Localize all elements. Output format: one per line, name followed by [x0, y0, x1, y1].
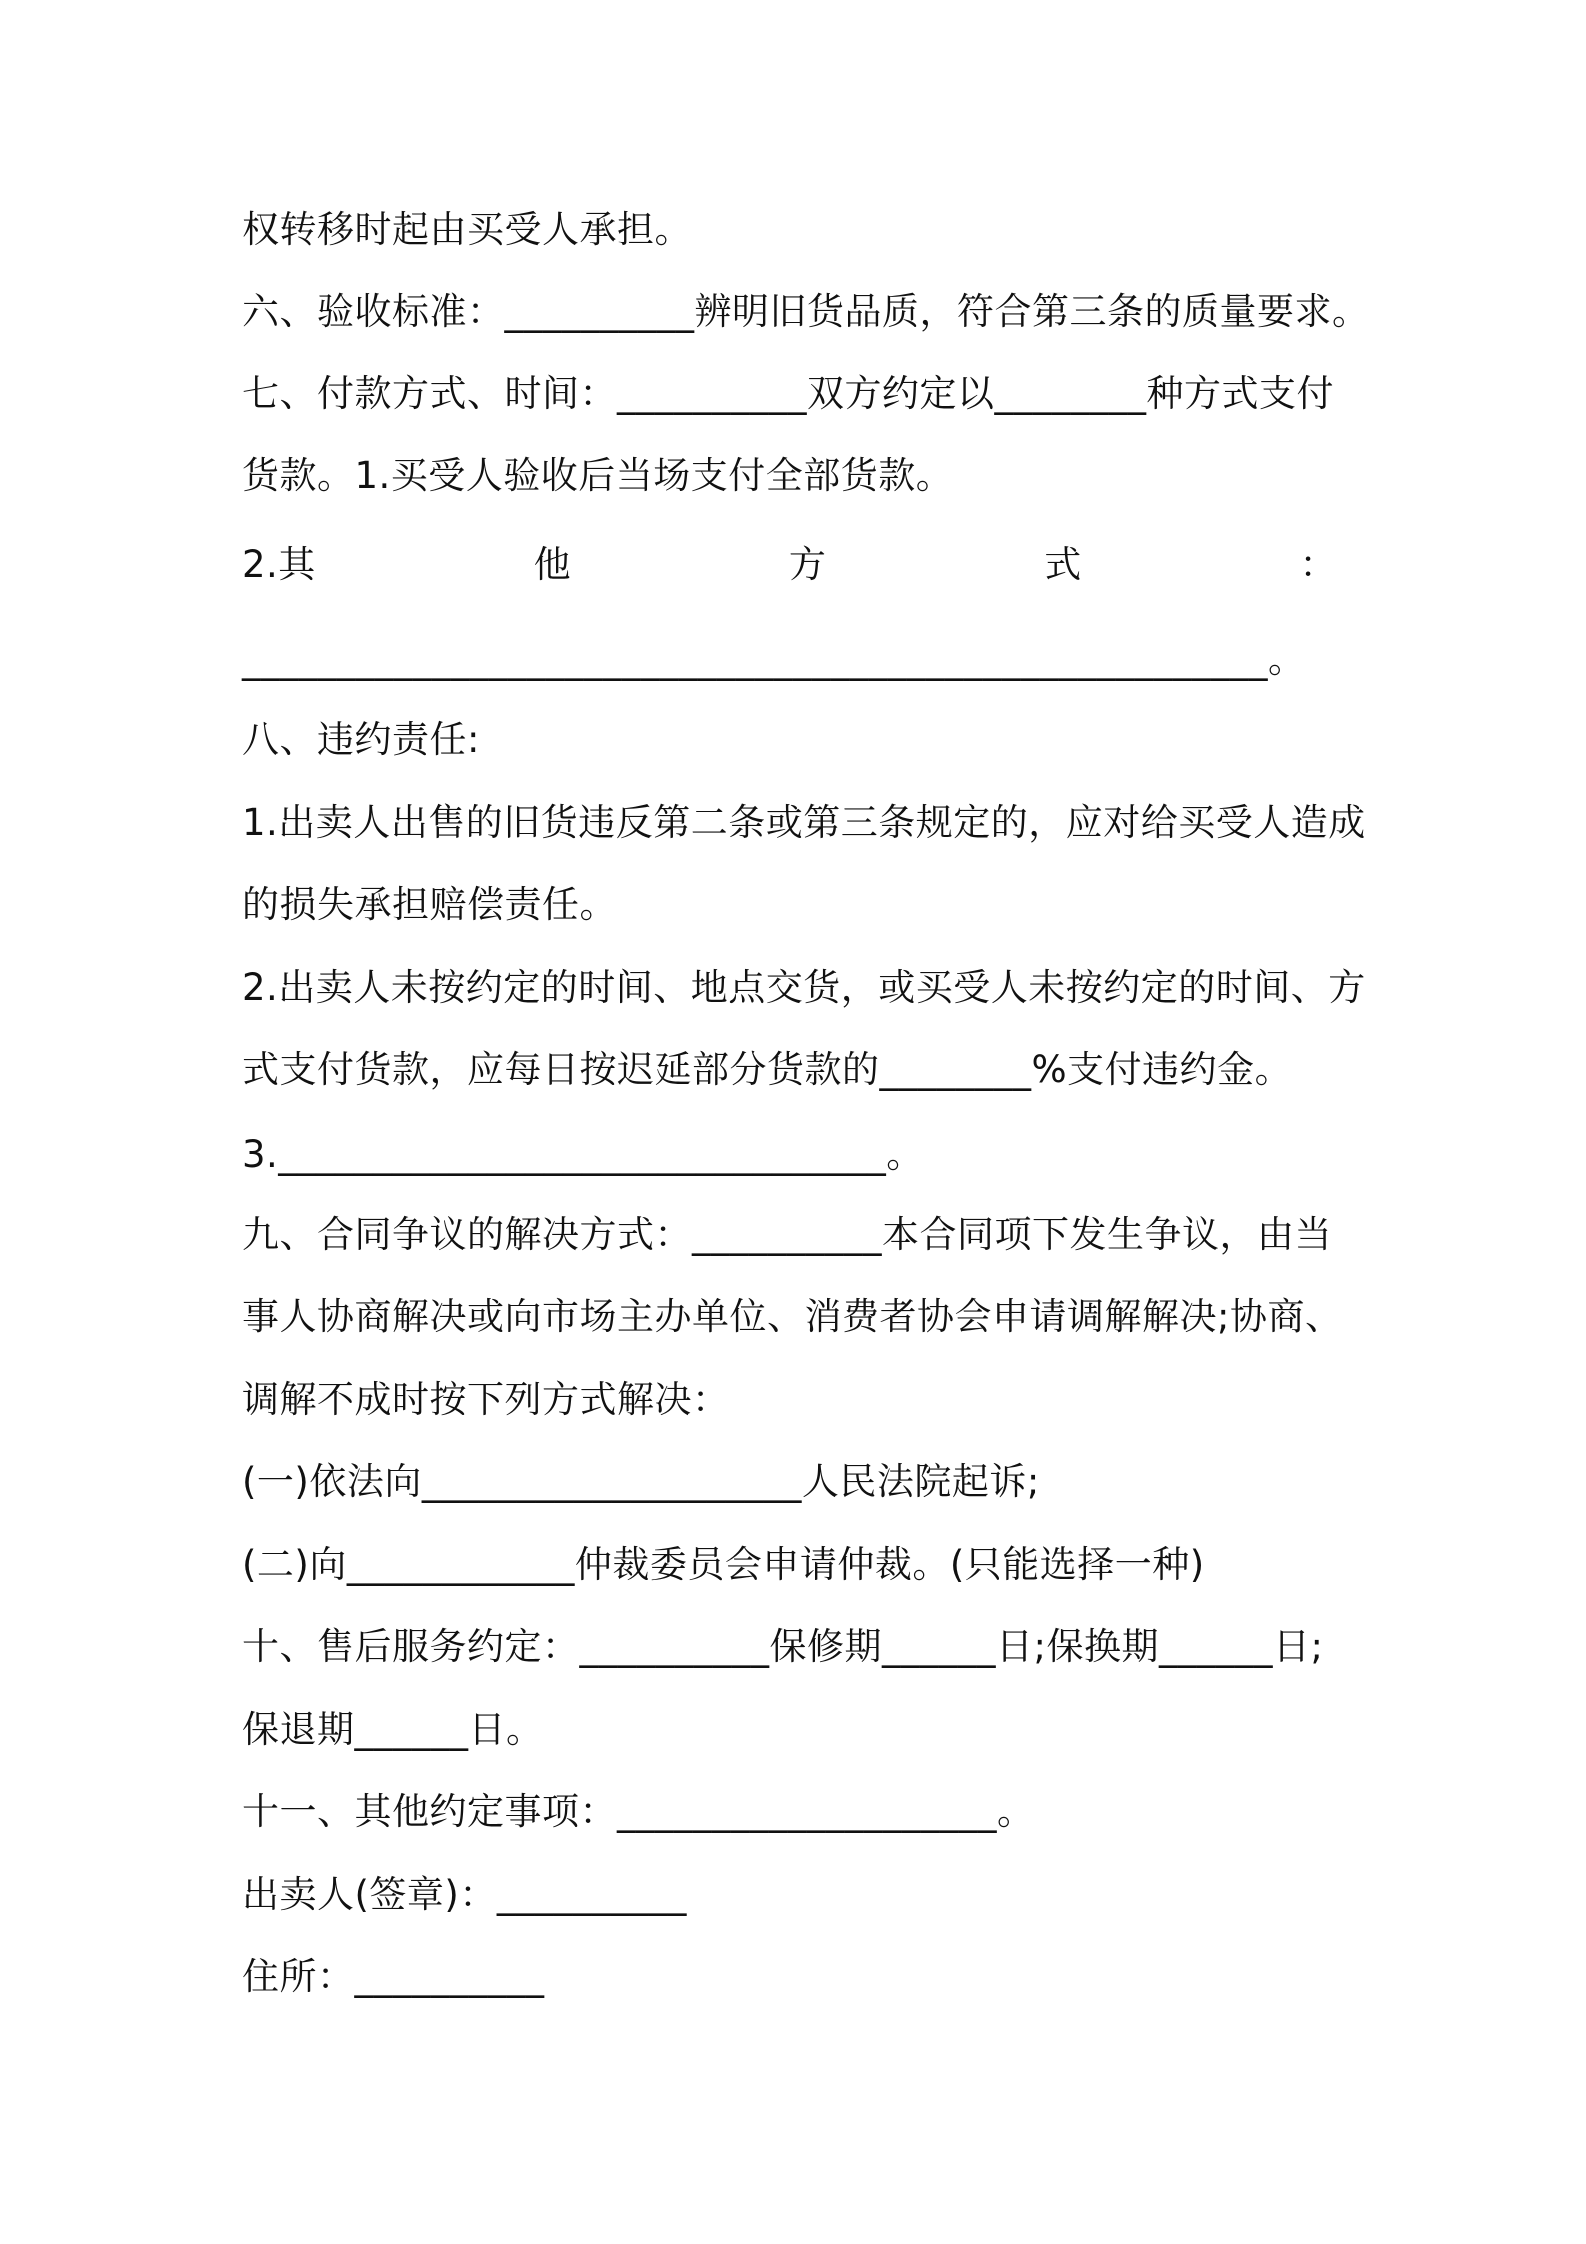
clause-7-payment-option-1: 货款。1.买受人验收后当场支付全部货款。: [242, 454, 954, 497]
clause-8-item-1-cont: 的损失承担赔偿责任。: [242, 883, 617, 926]
clause-8-item-3: 3.________________________________。: [242, 1133, 924, 1176]
clause-8-item-1: 1.出卖人出售的旧货违反第二条或第三条规定的，应对给买受人造成: [242, 801, 1366, 844]
clause-9-dispute-resolution: 九、合同争议的解决方式：__________本合同项下发生争议，由当: [242, 1213, 1332, 1256]
clause-10-after-sales: 十、售后服务约定：__________保修期______日;保换期______日;: [242, 1625, 1324, 1668]
seller-signature-line: 出卖人(签章)：__________: [242, 1873, 687, 1916]
clause-text-line: 权转移时起由买受人承担。: [242, 208, 692, 251]
clause-8-item-2: 2.出卖人未按约定的时间、地点交货，或买受人未按约定的时间、方: [242, 966, 1366, 1009]
spread-word: 式: [1044, 543, 1082, 586]
blank-fill-line: ______________________________________________________。: [242, 638, 1306, 681]
clause-9-option-court: (一)依法向____________________人民法院起诉;: [242, 1460, 1040, 1503]
spread-word: ：: [1299, 543, 1337, 586]
clause-8-heading: 八、违约责任:: [242, 718, 480, 761]
spread-word: 方: [788, 543, 827, 586]
clause-7-payment-option-2: [242, 535, 1337, 595]
clause-10-after-sales-cont: 保退期______日。: [242, 1708, 544, 1751]
clause-9-text: 事人协商解决或向市场主办单位、消费者协会申请调解解决;协商、: [242, 1295, 1343, 1338]
seller-address-line: 住所：__________: [242, 1955, 545, 1998]
clause-8-item-2-cont: 式支付货款，应每日按迟延部分货款的________%支付违约金。: [242, 1048, 1293, 1091]
clause-9-text: 调解不成时按下列方式解决：: [242, 1378, 730, 1421]
clause-6-acceptance-standard: 六、验收标准：__________辨明旧货品质，符合第三条的质量要求。: [242, 290, 1370, 333]
clause-9-option-arbitration: (二)向____________仲裁委员会申请仲裁。(只能选择一种): [242, 1543, 1205, 1586]
spread-word: 2.其: [242, 543, 316, 586]
clause-7-payment-method: 七、付款方式、时间：__________双方约定以________种方式支付: [242, 372, 1334, 415]
spread-word: 他: [533, 543, 572, 586]
clause-11-other-matters: 十一、其他约定事项：____________________。: [242, 1790, 1035, 1833]
